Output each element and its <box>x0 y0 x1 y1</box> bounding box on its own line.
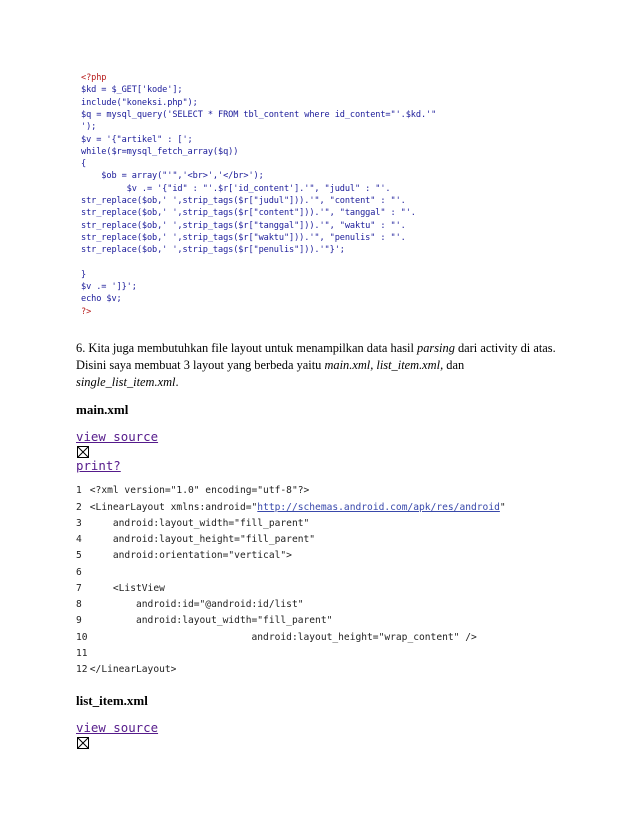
line-number: 3 <box>76 518 82 529</box>
line-number: 11 <box>76 648 88 659</box>
line-number: 4 <box>76 534 82 545</box>
paragraph-text: dari activity di atas. Disini saya membuat 3 layout yang berbeda yaitu <box>76 341 556 372</box>
paragraph-text: 6. Kita juga membutuhkan file layout untuk menampilkan data hasil <box>76 341 418 355</box>
line-number: 2 <box>76 502 82 513</box>
php-code-line: $v .= ']}'; <box>81 282 137 293</box>
paragraph-emphasis: single_list_item.xml <box>76 375 176 389</box>
code-line <box>76 648 90 659</box>
paragraph-emphasis: parsing <box>417 341 455 355</box>
code-line: 10 android:layout_height="wrap_content" /> <box>76 632 477 643</box>
php-code-line: str_replace($ob,' ',strip_tags($r["waktu"])).'", "penulis" : "'. <box>81 232 406 243</box>
php-code-line: while($r=mysql_fetch_array($q)) <box>81 146 239 157</box>
code-line: 9 android:layout_width="fill_parent" <box>76 615 333 626</box>
line-number: 9 <box>76 615 82 626</box>
broken-image-icon <box>77 446 89 458</box>
php-code-line: ?> <box>81 306 92 317</box>
php-code-line: include("koneksi.php"); <box>81 97 198 108</box>
instruction-paragraph <box>76 340 576 391</box>
print-link[interactable]: print? <box>76 458 121 473</box>
paragraph-emphasis: main.xml, list_item.xml, <box>324 358 444 372</box>
php-code-line: $kd = $_GET['kode']; <box>81 85 183 96</box>
php-code-line: str_replace($ob,' ',strip_tags($r["content"])).'", "tanggal" : "'. <box>81 208 416 219</box>
line-number: 7 <box>76 583 82 594</box>
php-code-line: echo $v; <box>81 294 122 305</box>
code-line: 1 <?xml version="1.0" encoding="utf-8"?> <box>76 485 310 496</box>
schema-url-link[interactable]: http://schemas.android.com/apk/res/android <box>257 502 500 513</box>
php-code-line: <?php <box>81 73 107 83</box>
code-line: 4 android:layout_height="fill_parent" <box>76 534 316 545</box>
php-code-line: } <box>81 269 87 280</box>
php-code-line: '); <box>81 122 97 133</box>
php-code-line: str_replace($ob,' ',strip_tags($r["tanggal"])).'", "waktu" : "'. <box>81 220 406 231</box>
paragraph-text: . <box>175 375 179 389</box>
php-code-line: str_replace($ob,' ',strip_tags($r["penulis"])).'"}'; <box>81 245 345 256</box>
code-line: 7 <ListView <box>76 583 165 594</box>
line-number: 6 <box>76 567 82 578</box>
broken-image-icon-2 <box>77 737 89 749</box>
code-line: 12 </LinearLayout> <box>76 664 177 675</box>
php-code-line: { <box>81 159 87 170</box>
main-xml-heading: main.xml <box>76 402 129 417</box>
view-source-link[interactable]: view source <box>76 429 159 444</box>
php-code-line: $v = '{"artikel" : ['; <box>81 134 193 145</box>
code-line: 2 <LinearLayout xmlns:android="http://schemas.android.com/apk/res/android" <box>76 502 506 513</box>
paragraph-text: dan <box>443 358 465 372</box>
line-number: 12 <box>76 664 88 675</box>
line-number: 5 <box>76 550 82 561</box>
code-line: 5 android:orientation="vertical"> <box>76 550 292 561</box>
code-line: 8 android:id="@android:id/list" <box>76 599 304 610</box>
code-line: 3 android:layout_width="fill_parent" <box>76 518 310 529</box>
php-code-line: $v .= '{"id" : "'.$r['id_content'].'", "judul" : "'. <box>81 183 391 194</box>
line-number: 8 <box>76 599 82 610</box>
php-code-line: str_replace($ob,' ',strip_tags($r["judul"])).'", "content" : "'. <box>81 196 406 206</box>
view-source-link-2[interactable]: view source <box>76 720 159 735</box>
code-line <box>76 567 90 578</box>
line-number: 1 <box>76 485 82 496</box>
php-code-line: $q = mysql_query('SELECT * FROM tbl_content where id_content="'.$kd.'" <box>81 109 437 120</box>
line-number: 10 <box>76 632 88 643</box>
php-code-line: $ob = array("'",'<br>','</br>'); <box>81 171 264 182</box>
list-item-xml-heading: list_item.xml <box>76 693 148 708</box>
php-code-screenshot <box>77 70 489 328</box>
